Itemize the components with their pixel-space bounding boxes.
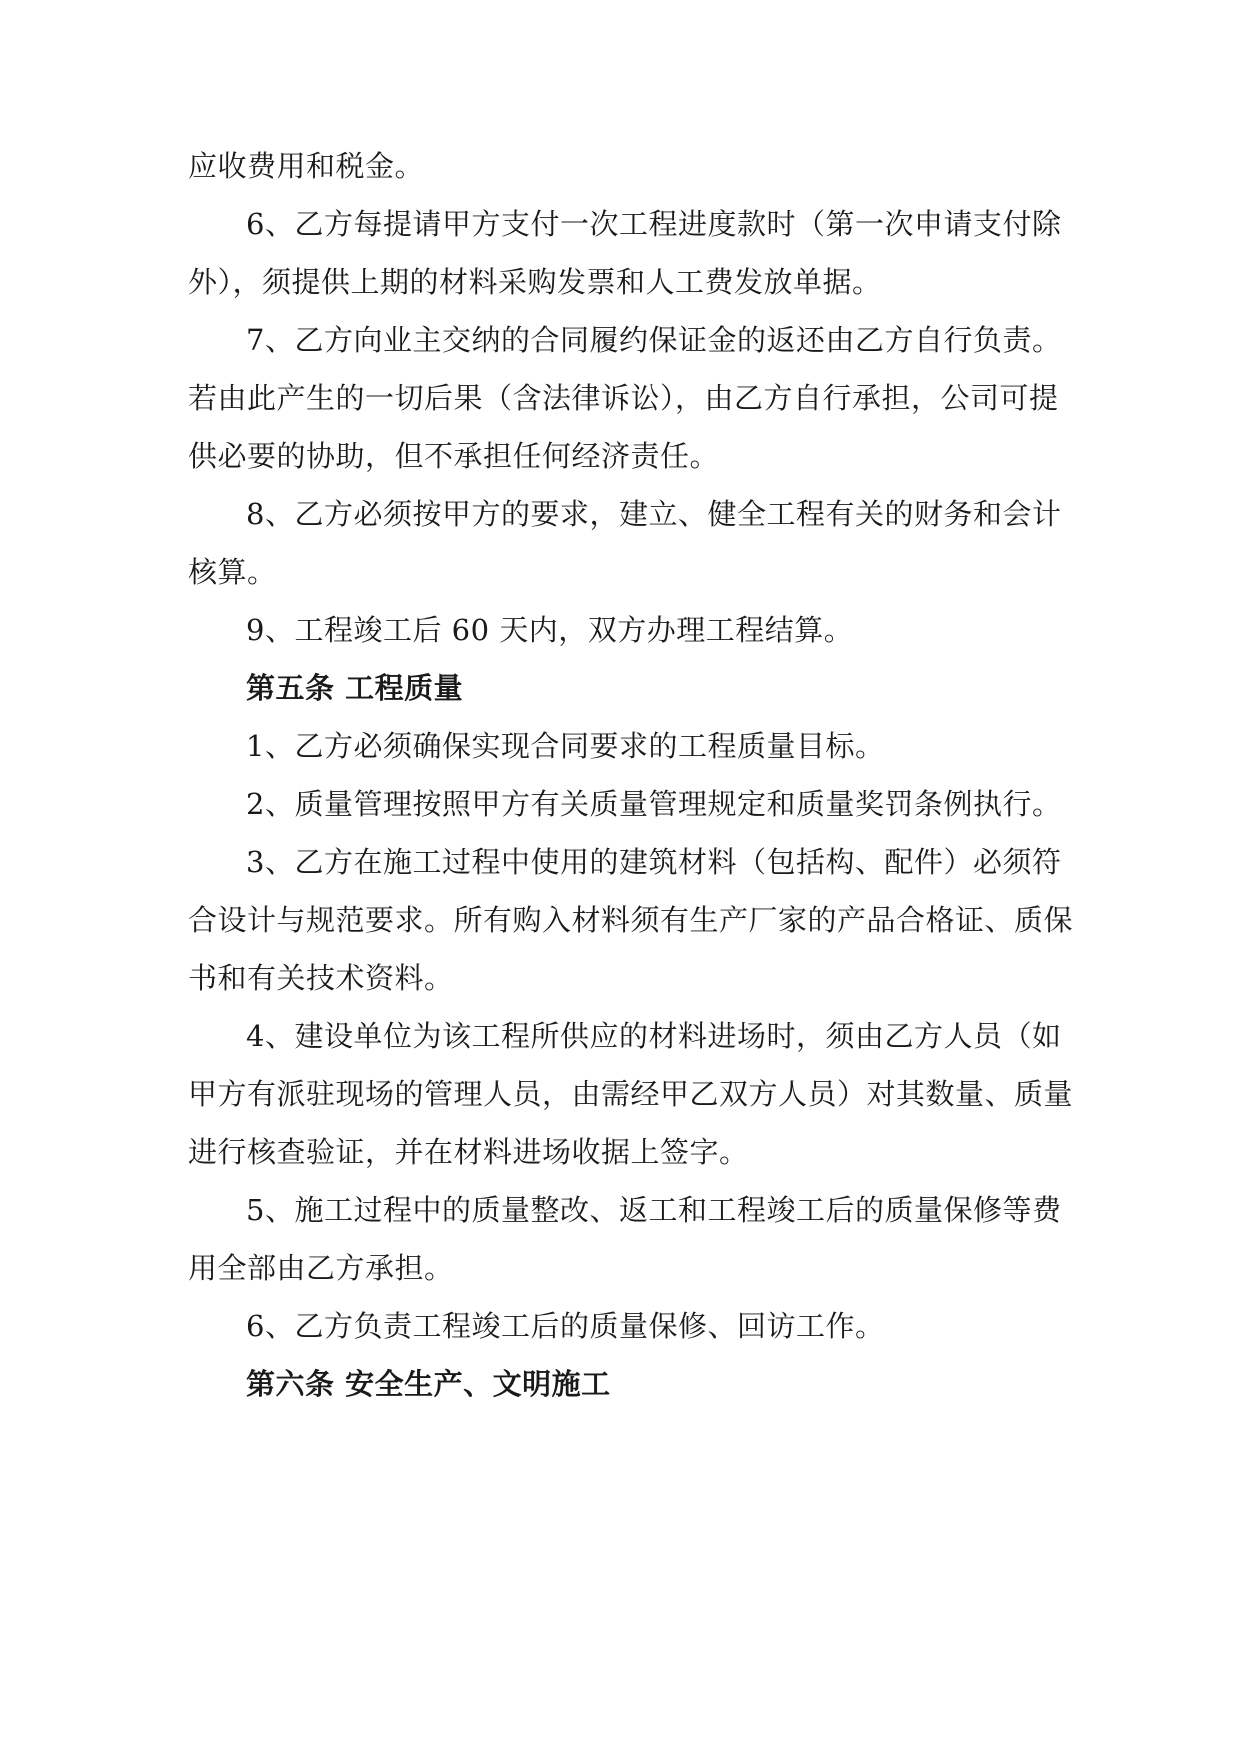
paragraph-line: 甲方有派驻现场的管理人员，由需经甲乙双方人员）对其数量、质量	[188, 1077, 1074, 1111]
paragraph-line: 8、乙方必须按甲方的要求，建立、健全工程有关的财务和会计	[246, 497, 1062, 531]
section-heading: 第五条 工程质量	[246, 671, 464, 705]
paragraph-line: 1、乙方必须确保实现合同要求的工程质量目标。	[246, 729, 885, 763]
paragraph-line: 进行核查验证，并在材料进场收据上签字。	[188, 1135, 749, 1169]
section-heading: 第六条 安全生产、文明施工	[246, 1367, 611, 1401]
paragraph-line: 3、乙方在施工过程中使用的建筑材料（包括构、配件）必须符	[246, 845, 1062, 879]
paragraph-line: 6、乙方负责工程竣工后的质量保修、回访工作。	[246, 1309, 885, 1343]
paragraph-line: 5、施工过程中的质量整改、返工和工程竣工后的质量保修等费	[246, 1193, 1062, 1227]
paragraph-line: 外），须提供上期的材料采购发票和人工费发放单据。	[188, 265, 882, 299]
paragraph-line: 若由此产生的一切后果（含法律诉讼），由乙方自行承担，公司可提	[188, 381, 1059, 415]
paragraph-line: 4、建设单位为该工程所供应的材料进场时，须由乙方人员（如	[246, 1019, 1062, 1053]
paragraph-line: 7、乙方向业主交纳的合同履约保证金的返还由乙方自行负责。	[246, 323, 1062, 357]
paragraph-line: 合设计与规范要求。所有购入材料须有生产厂家的产品合格证、质保	[188, 903, 1074, 937]
paragraph-line: 用全部由乙方承担。	[188, 1251, 454, 1285]
paragraph-line: 9、工程竣工后 60 天内，双方办理工程结算。	[246, 613, 854, 647]
paragraph-line: 2、质量管理按照甲方有关质量管理规定和质量奖罚条例执行。	[246, 787, 1062, 821]
paragraph-line: 供必要的协助，但不承担任何经济责任。	[188, 439, 720, 473]
paragraph-line: 书和有关技术资料。	[188, 961, 454, 995]
paragraph-line: 应收费用和税金。	[188, 149, 425, 183]
paragraph-line: 6、乙方每提请甲方支付一次工程进度款时（第一次申请支付除	[246, 207, 1062, 241]
paragraph-line: 核算。	[188, 555, 277, 589]
